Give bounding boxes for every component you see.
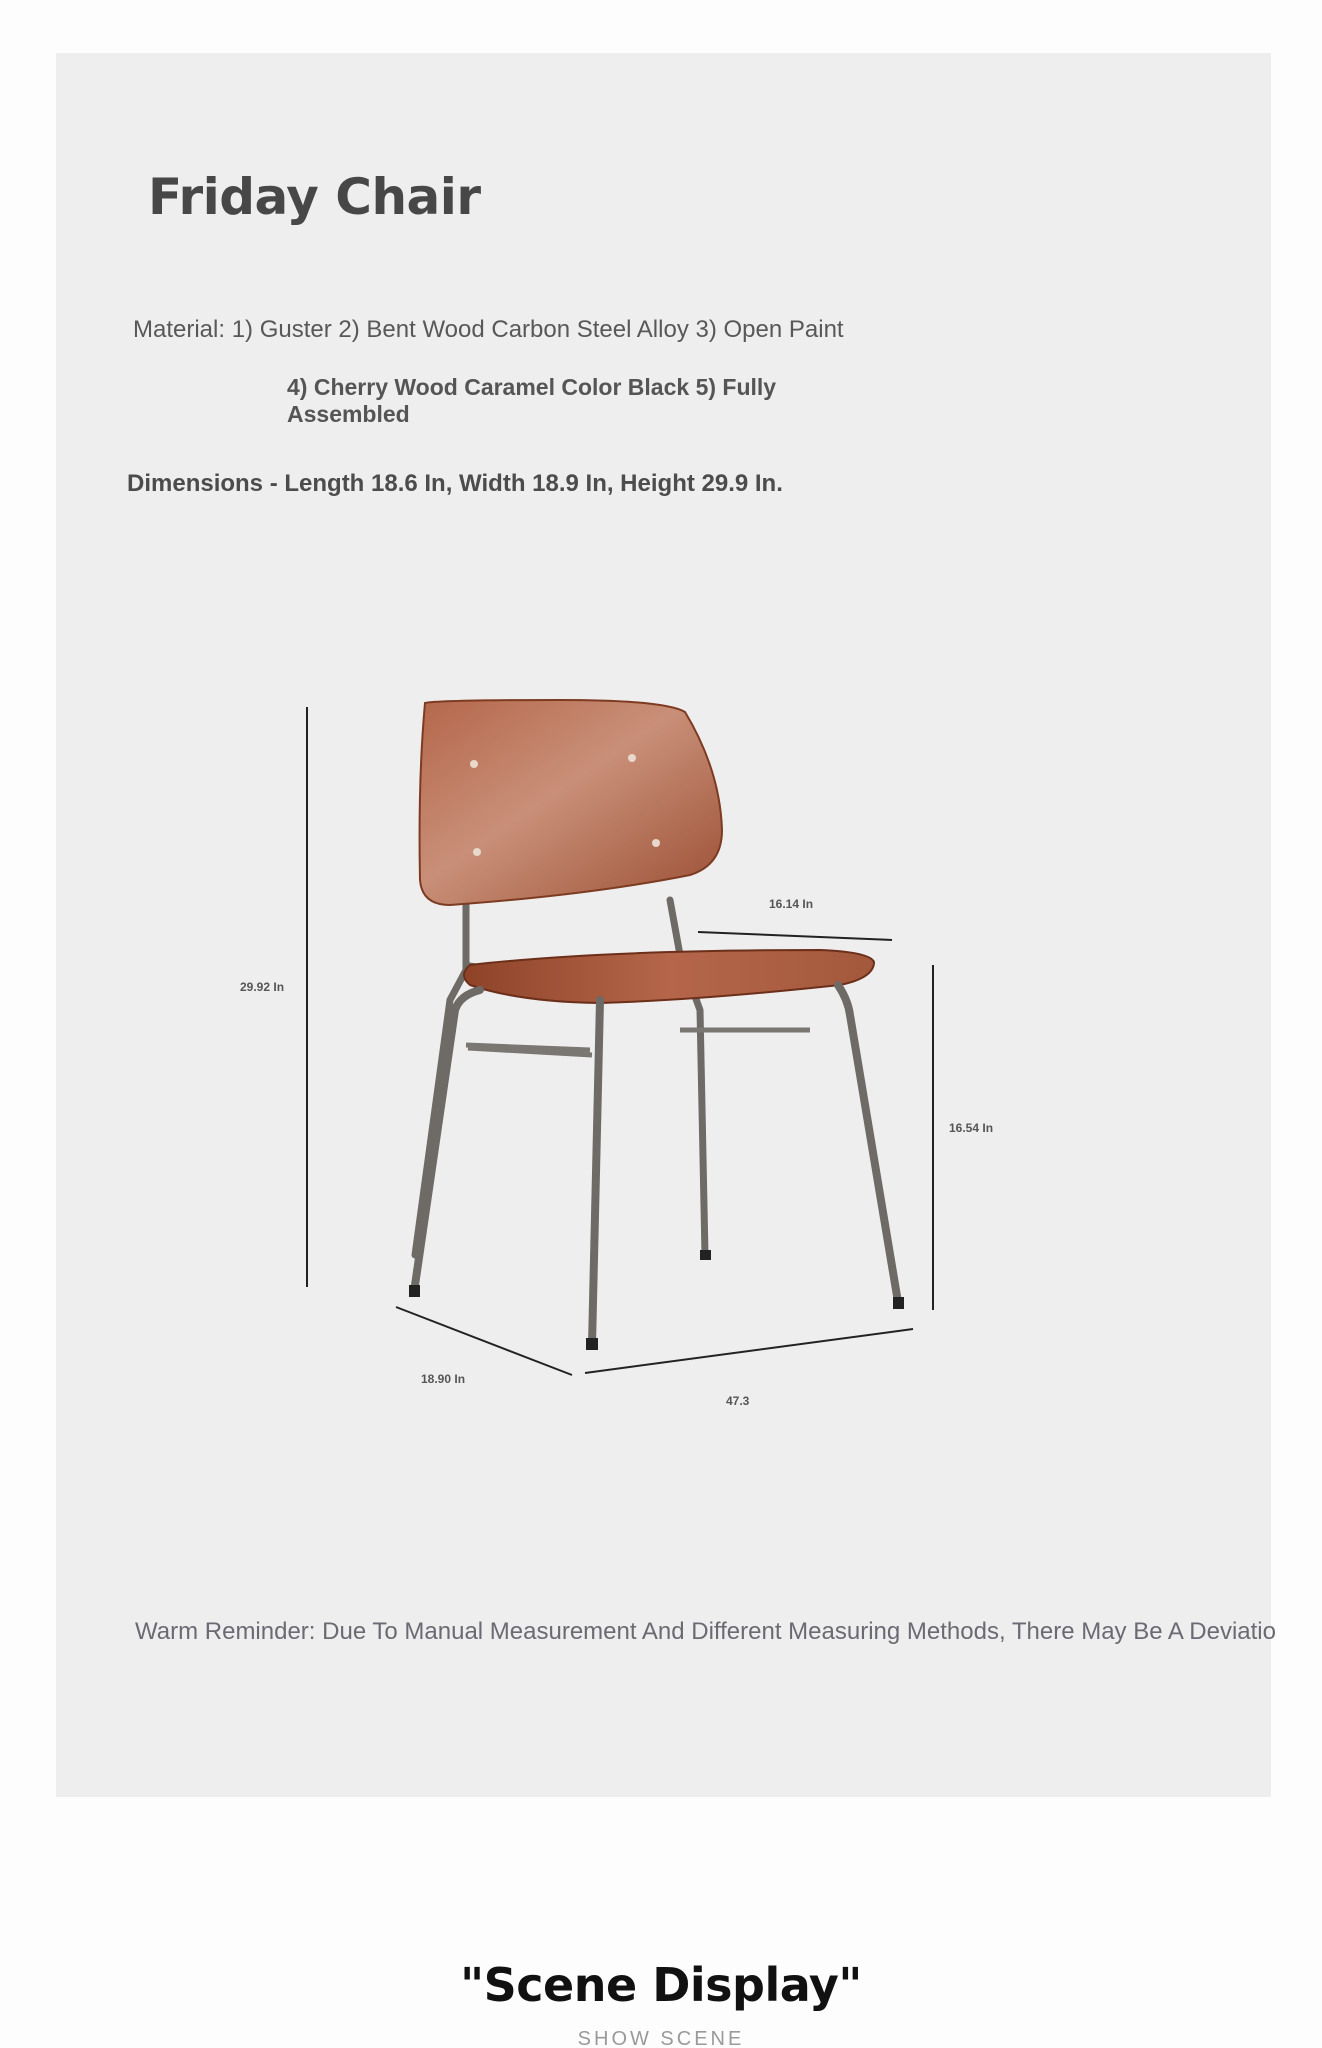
- warm-reminder: Warm Reminder: Due To Manual Measurement And Different Measuring Methods, There May Be A Deviatio: [135, 1618, 1276, 1645]
- seat-depth-label: 16.14 In: [769, 897, 814, 911]
- material-line-1: Material: 1) Guster 2) Bent Wood Carbon Steel Alloy 3) Open Paint: [133, 316, 844, 343]
- seat-depth-dimension-line: [698, 932, 892, 940]
- product-title: Friday Chair: [148, 168, 481, 226]
- height-label: 29.92 In: [240, 980, 285, 994]
- chair-illustration: [409, 700, 904, 1350]
- dimensions-text: Dimensions - Length 18.6 In, Width 18.9 In, Height 29.9 In.: [127, 470, 783, 497]
- base-label: 47.3: [726, 1394, 750, 1408]
- scene-display-subtitle: SHOW SCENE: [577, 2028, 745, 2048]
- seat-height-label: 16.54 In: [949, 1121, 994, 1135]
- base-dimension-line: [585, 1329, 913, 1373]
- material-line-2: 4) Cherry Wood Caramel Color Black 5) Fully Assembled: [287, 374, 777, 427]
- scene-display-heading: "Scene Display": [460, 1958, 862, 2012]
- width-label: 18.90 In: [421, 1372, 466, 1386]
- width-dimension-line: [396, 1307, 572, 1375]
